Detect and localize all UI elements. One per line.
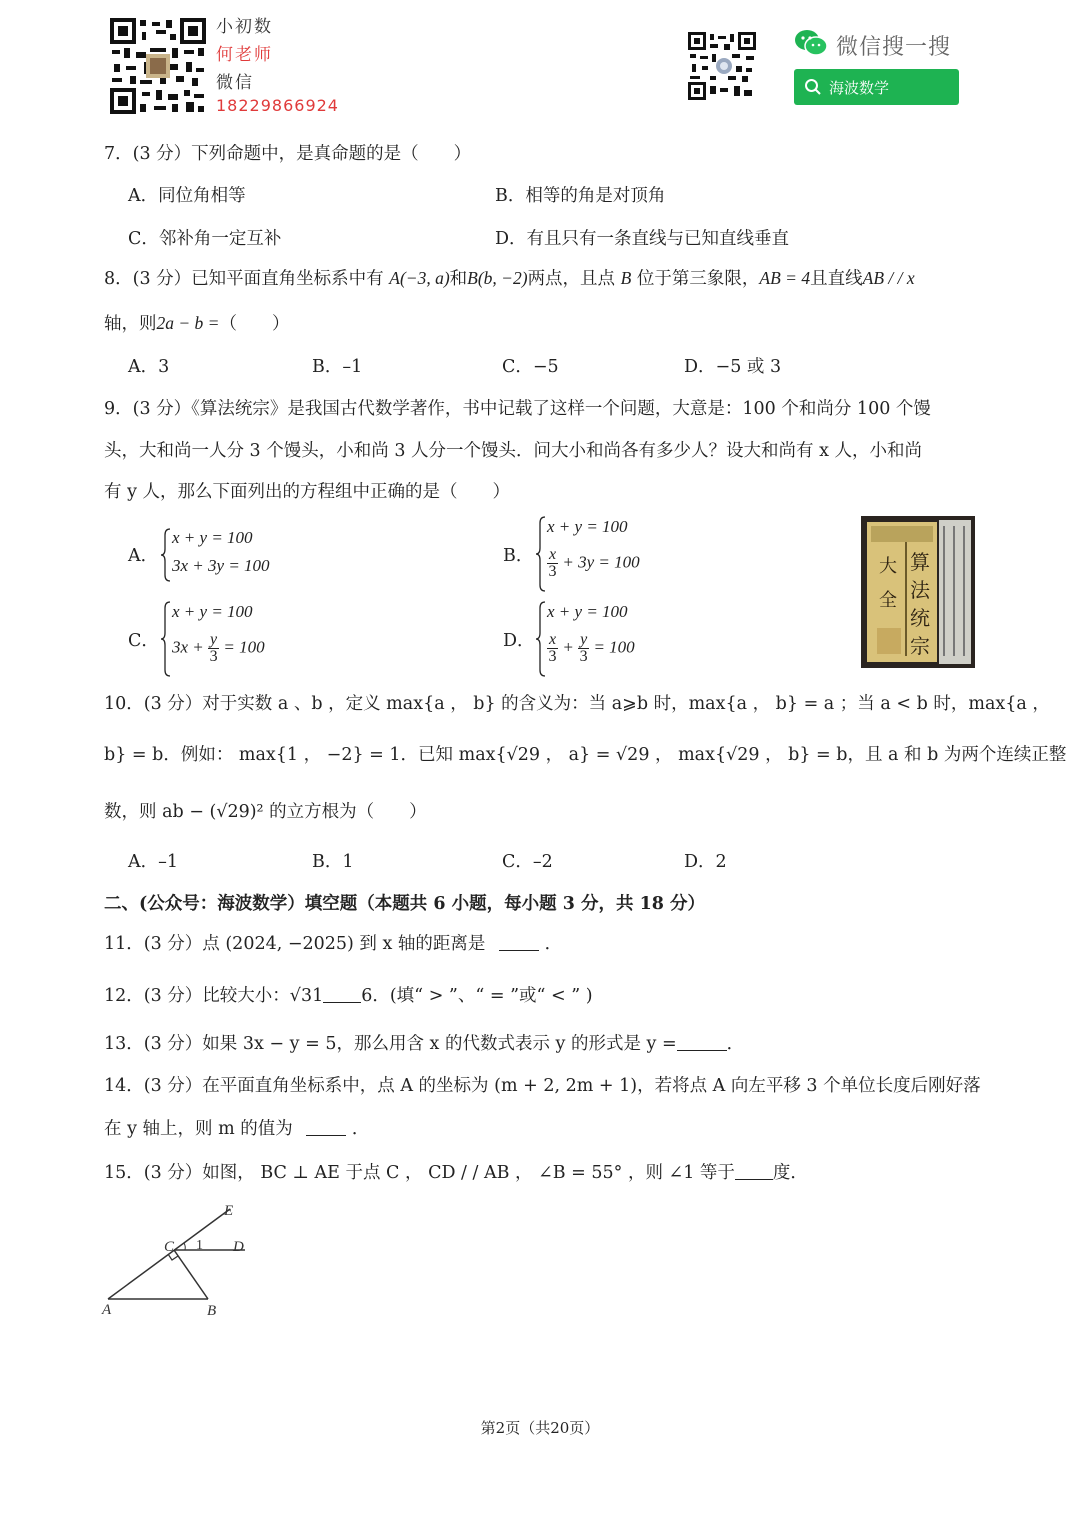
q7-option-b: B．相等的角是对顶角 <box>495 186 666 206</box>
q7-option-c: C．邻补角一定互补 <box>128 229 282 249</box>
search-icon <box>804 78 822 96</box>
q8-stem-line2: 轴，则2a − b =（ ） <box>104 313 290 334</box>
q9-option-b-system: x + y = 100 $\frac{x}{3}$ + 3y = 100 <box>535 515 685 593</box>
page-footer: 第2页（共20页） <box>480 1419 600 1437</box>
hand-note-line-3: 微信 <box>216 73 254 93</box>
q7-option-d: D．有且只有一条直线与已知直线垂直 <box>495 229 790 249</box>
figure-label-b: B <box>207 1303 217 1319</box>
hand-note-line-1: 小初数 <box>216 17 273 37</box>
q9-option-a-label: A． <box>128 546 159 566</box>
hand-note-phone: 18229866924 <box>216 96 339 115</box>
q9-option-a-system: x + y = 100 3x + 3y = 100 <box>160 527 300 583</box>
q14-stem-line2: 在 y 轴上，则 m 的值为 ． <box>104 1119 370 1139</box>
q9-option-c-system: x + y = 100 3x + $\frac{y}{3}$ = 100 <box>160 600 310 678</box>
q11-stem: 11．(3 分）点 (2024, −2025) 到 x 轴的距离是 ． <box>104 934 563 954</box>
book-title-char-3: 统 <box>910 606 930 630</box>
wechat-search-label: 微信搜一搜 <box>836 35 952 60</box>
suanfa-tongzong-book-photo <box>861 516 975 668</box>
wechat-logo-icon <box>794 28 828 58</box>
q13-answer-blank[interactable] <box>677 1034 727 1051</box>
book-title-char-1: 算 <box>910 550 930 574</box>
q9-option-d-system: x + y = 100 $\frac{x}{3}$ + $\frac{y}{3}$ = 100 <box>535 600 685 678</box>
book-side-char-2: 全 <box>879 590 897 611</box>
qr-code-right <box>688 32 756 100</box>
q10-option-b: B．1 <box>312 852 354 872</box>
book-title-char-4: 宗 <box>910 634 930 658</box>
q15-stem: 15．(3 分）如图， BC ⊥ AE 于点 C ， CD / / AB ， ∠B = 55° ，则 ∠1 等于 度． <box>104 1163 808 1183</box>
figure-label-e: E <box>224 1203 234 1219</box>
book-side-char-1: 大 <box>879 556 897 577</box>
q10-stem-line2: b} = b．例如： max{1 ， −2} = 1．已知 max{√29 ， a} = √29 ， max{√29 ， b} = b，且 a 和 b 为两个连续正整 <box>104 745 1067 765</box>
q12-stem: 12．(3 分）比较大小：√31 6．(填“ > ”、“ = ”或“ < ” ) <box>104 986 593 1006</box>
q7-option-a: A．同位角相等 <box>128 186 246 206</box>
book-title-char-2: 法 <box>910 578 930 602</box>
q9-stem-line1: 9．(3 分）《算法统宗》是我国古代数学著作，书中记载了这样一个问题，大意是：100 个和尚分 100 个馒 <box>104 399 931 419</box>
q10-stem-line3: 数，则 ab − (√29)² 的立方根为（ ） <box>104 802 427 822</box>
figure-label-a: A <box>102 1302 112 1318</box>
figure-label-c: C <box>164 1239 175 1255</box>
wechat-search-button[interactable] <box>794 69 959 105</box>
q9-option-c-label: C． <box>128 631 159 651</box>
account-name: 海波数学 <box>829 79 890 97</box>
q12-answer-blank[interactable] <box>323 986 361 1003</box>
q8-stem-line1: 8．(3 分）已知平面直角坐标系中有 A(−3, a)和B(b, −2)两点，且点 B 位于第三象限，AB = 4且直线AB / / x <box>104 268 915 289</box>
q10-option-d: D．2 <box>684 852 727 872</box>
q8-option-b: B．–1 <box>312 357 363 377</box>
q10-stem-line1: 10．(3 分）对于实数 a 、b ，定义 max{a ， b} 的含义为：当 a⩾b 时，max{a ， b} = a ；当 a < b 时，max{a ， <box>104 694 1050 714</box>
q15-geometry-figure <box>100 1195 260 1325</box>
q13-stem: 13．(3 分）如果 3x − y = 5，那么用含 x 的代数式表示 y 的形式是 y = ． <box>104 1034 745 1054</box>
q15-answer-blank[interactable] <box>735 1163 773 1180</box>
q8-option-a: A．3 <box>128 357 170 377</box>
figure-label-1: 1 <box>196 1238 203 1253</box>
q10-option-a: A．–1 <box>128 852 179 872</box>
q14-stem-line1: 14．(3 分）在平面直角坐标系中，点 A 的坐标为 (m + 2, 2m + 1)，若将点 A 向左平移 3 个单位长度后刚好落 <box>104 1076 981 1096</box>
qr-code-left <box>110 18 206 114</box>
q9-option-b-label: B． <box>503 546 534 566</box>
q8-option-c: C．−5 <box>502 357 559 377</box>
q8-option-d: D．−5 或 3 <box>684 357 782 377</box>
q11-answer-blank[interactable] <box>499 934 539 951</box>
q14-answer-blank[interactable] <box>306 1119 346 1136</box>
q7-stem: 7．(3 分）下列命题中，是真命题的是（ ） <box>104 144 472 164</box>
q9-stem-line3: 有 y 人，那么下面列出的方程组中正确的是（ ） <box>104 482 511 502</box>
q10-option-c: C．–2 <box>502 852 553 872</box>
q9-stem-line2: 头，大和尚一人分 3 个馒头，小和尚 3 人分一个馒头．问大小和尚各有多少人？设大和尚有 x 人，小和尚 <box>104 441 923 461</box>
section-2-heading: 二、(公众号：海波数学）填空题（本题共 6 小题，每小题 3 分，共 18 分） <box>104 894 706 914</box>
figure-label-d: D <box>233 1239 244 1255</box>
q9-option-d-label: D． <box>503 631 535 651</box>
hand-note-line-2: 何老师 <box>216 45 273 65</box>
